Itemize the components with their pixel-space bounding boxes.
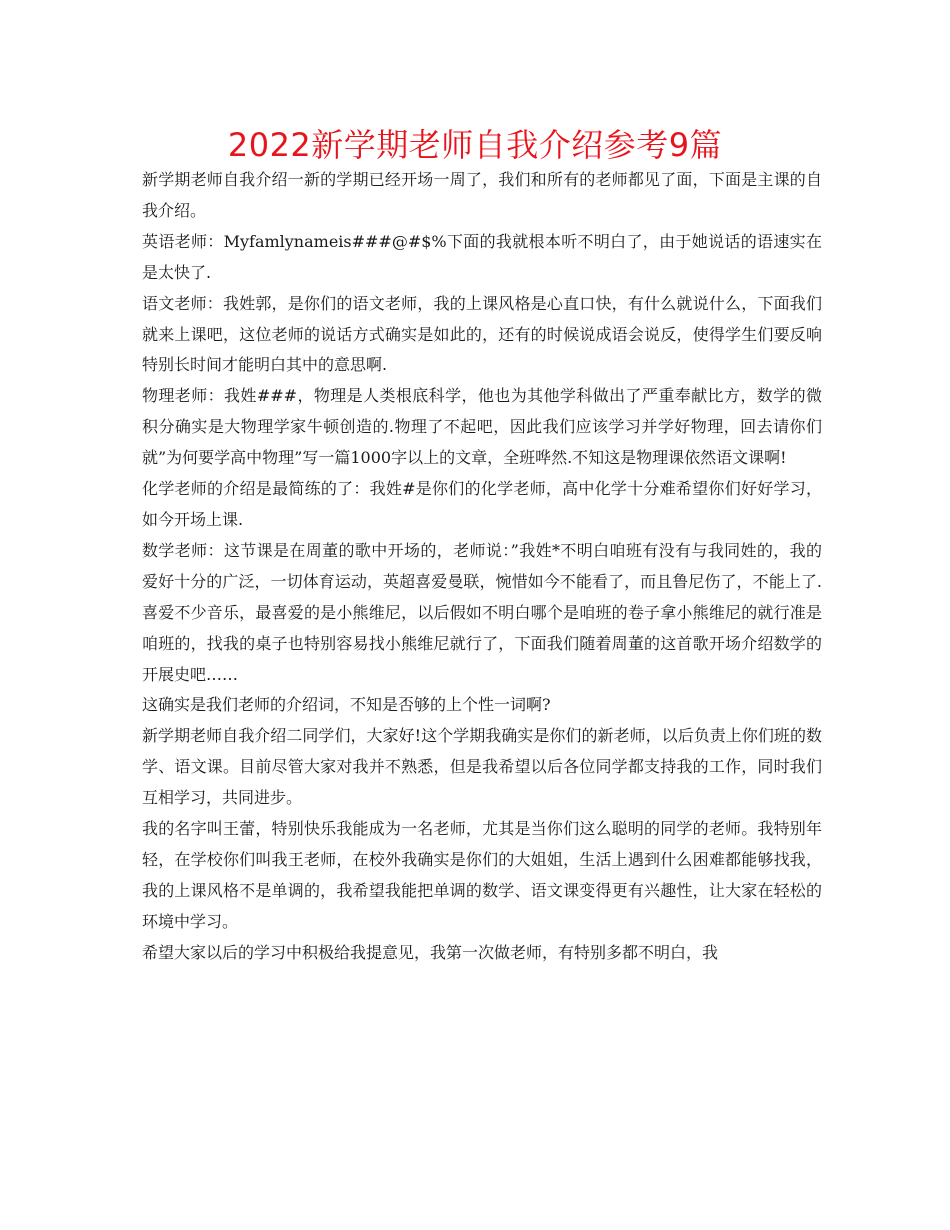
paragraph: 语文老师：我姓郭，是你们的语文老师，我的上课风格是心直口快，有什么就说什么，下面我们就来上课吧，这位老师的说话方式确实是如此的，还有的时候说成语会说反，使得学生们要反响特别长时间才能明白其中的意思啊. xyxy=(142,293,822,375)
paragraph: 我的名字叫王蕾，特别快乐我能成为一名老师，尤其是当你们这么聪明的同学的老师。我特别年轻，在学校你们叫我王老师，在校外我确实是你们的大姐姐，生活上遇到什么困难都能够找我，我的上课风格不是单调的，我希望我能把单调的数学、语文课变得更有兴趣性，让大家在轻松的环境中学习。 xyxy=(142,819,822,931)
paragraph: 化学老师的介绍是最简练的了：我姓#是你们的化学老师，高中化学十分难希望你们好好学习，如今开场上课. xyxy=(142,479,822,529)
paragraph: 英语老师：Myfamlynameis###@#$%下面的我就根本听不明白了，由于她说话的语速实在是太快了. xyxy=(142,231,822,282)
paragraph: 这确实是我们老师的介绍词，不知是否够的上个性一词啊? xyxy=(142,695,551,715)
paragraph: 新学期老师自我介绍二同学们，大家好!这个学期我确实是你们的新老师，以后负责上你们班的数学、语文课。目前尽管大家对我并不熟悉，但是我希望以后各位同学都支持我的工作，同时我们互相学习，共同进步。 xyxy=(142,726,822,808)
paragraph: 希望大家以后的学习中积极给我提意见，我第一次做老师，有特别多都不明白，我 xyxy=(142,942,719,962)
paragraph: 数学老师：这节课是在周董的歌中开场的，老师说：”我姓*不明白咱班有没有与我同姓的，我的爱好十分的广泛，一切体育运动，英超喜爱曼联，惋惜如今不能看了，而且鲁尼伤了，不能上了.喜爱不少音乐，最喜爱的是小熊维尼，以后假如不明白哪个是咱班的卷子拿小熊维尼的就行准是咱班的，找我的桌子也特别容易找小熊维尼就行了，下面我们随着周董的这首歌开场介绍数学的开展史吧…… xyxy=(142,540,822,684)
paragraph: 新学期老师自我介绍一新的学期已经开场一周了，我们和所有的老师都见了面，下面是主课的自我介绍。 xyxy=(142,170,822,220)
document-body xyxy=(142,165,822,969)
document-title: 2022新学期老师自我介绍参考9篇 xyxy=(227,126,723,164)
paragraph: 物理老师：我姓###，物理是人类根底科学，他也为其他学科做出了严重奉献比方，数学的微积分确实是大物理学家牛顿创造的.物理了不起吧，因此我们应该学习并学好物理，回去请你们就”为何要学高中物理”写一篇1000字以上的文章，全班哗然.不知这是物理课依然语文课啊! xyxy=(142,386,822,468)
